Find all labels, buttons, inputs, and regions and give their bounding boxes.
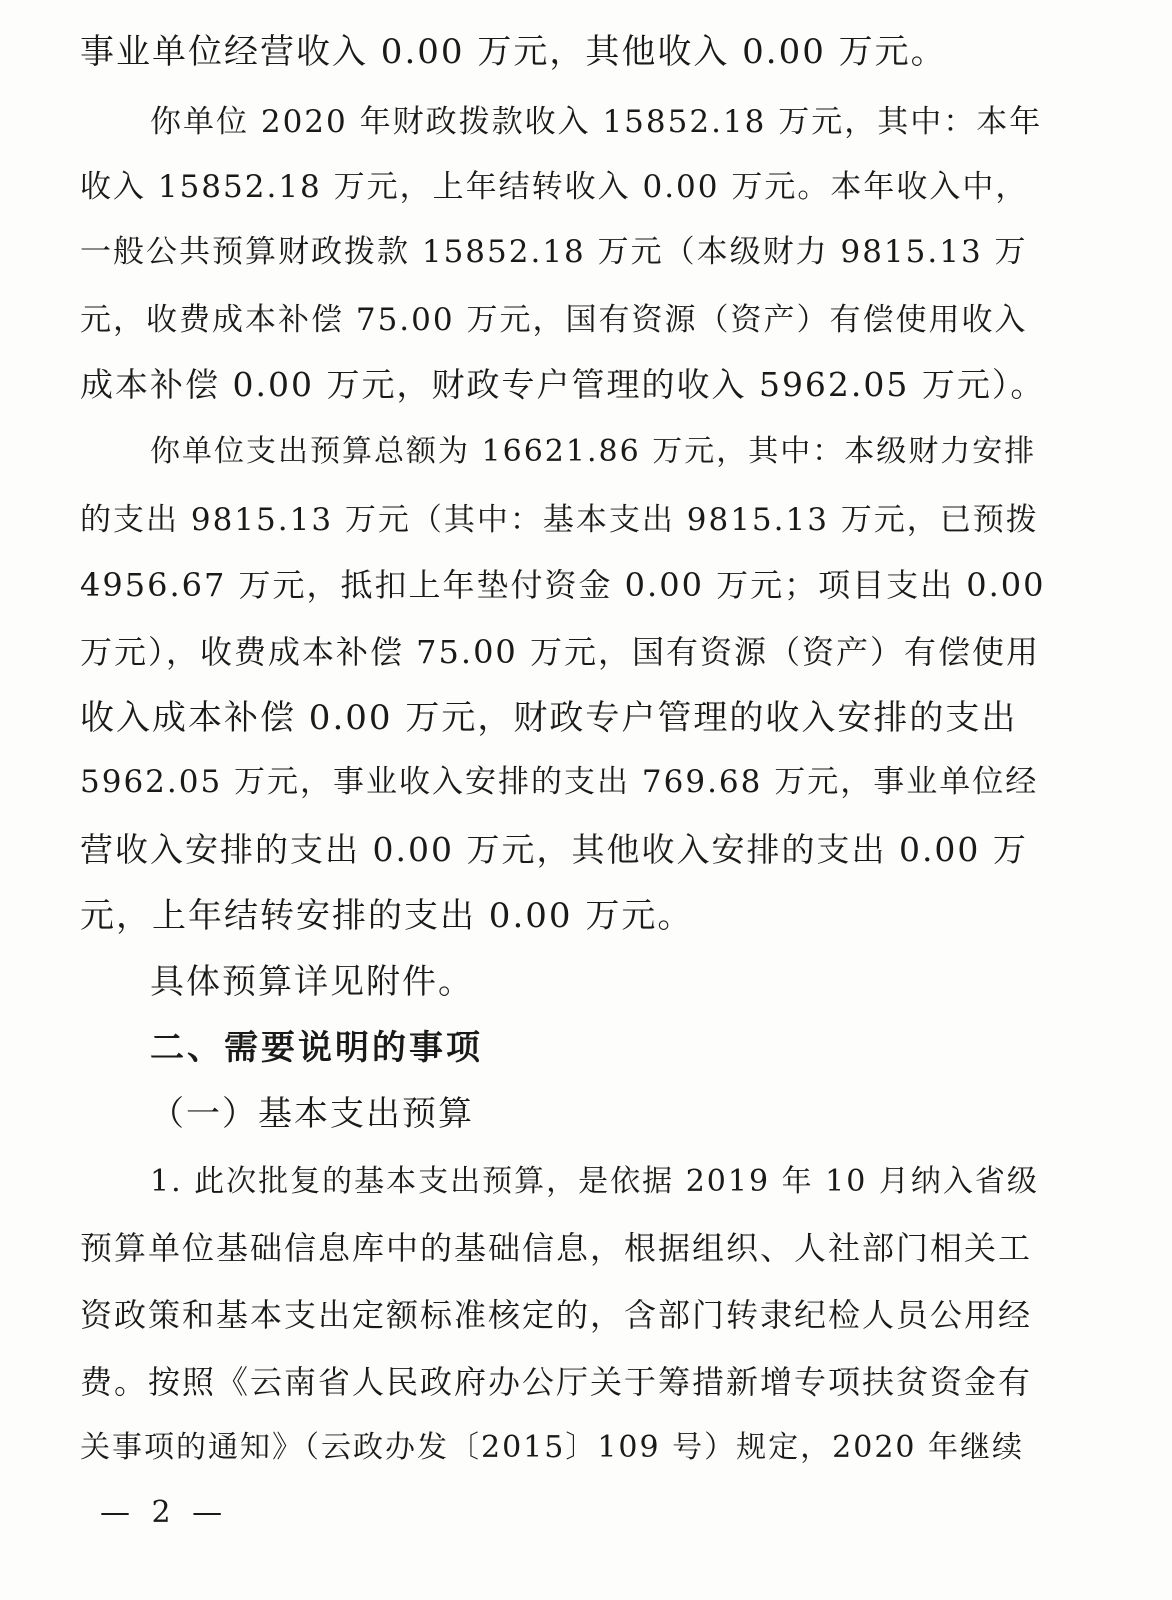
text-line-11: 收入成本补偿 0.00 万元，财政专户管理的收入安排的支出 xyxy=(80,698,1018,738)
text-line-1: 事业单位经营收入 0.00 万元，其他收入 0.00 万元。 xyxy=(80,32,947,72)
text-line-19: 预算单位基础信息库中的基础信息，根据组织、人社部门相关工 xyxy=(80,1229,1033,1267)
text-line-20: 资政策和基本支出定额标准核定的，含部门转隶纪检人员公用经 xyxy=(80,1296,1033,1334)
section-heading: 二、需要说明的事项 xyxy=(150,1028,483,1068)
text-line-4: 一般公共预算财政拨款 15852.18 万元（本级财力 9815.13 万 xyxy=(80,234,1028,270)
text-line-6: 成本补偿 0.00 万元，财政专户管理的收入 5962.05 万元）。 xyxy=(80,365,1046,404)
subsection-heading: （一）基本支出预算 xyxy=(150,1094,474,1134)
text-line-14: 元，上年结转安排的支出 0.00 万元。 xyxy=(80,896,694,936)
text-line-15: 具体预算详见附件。 xyxy=(150,962,474,1002)
text-line-9: 4956.67 万元，抵扣上年垫付资金 0.00 万元；项目支出 0.00 xyxy=(80,566,1046,604)
text-line-13: 营收入安排的支出 0.00 万元，其他收入安排的支出 0.00 万 xyxy=(80,830,1028,869)
text-line-10: 万元），收费成本补偿 75.00 万元，国有资源（资产）有偿使用 xyxy=(80,633,1040,671)
text-line-3: 收入 15852.18 万元，上年结转收入 0.00 万元。本年收入中， xyxy=(80,169,1029,205)
text-line-5: 元，收费成本补偿 75.00 万元，国有资源（资产）有偿使用收入 xyxy=(80,302,1028,338)
text-line-21: 费。按照《云南省人民政府办公厅关于筹措新增专项扶贫资金有 xyxy=(80,1363,1033,1401)
text-line-2: 你单位 2020 年财政拨款收入 15852.18 万元，其中：本年 xyxy=(150,104,1043,140)
text-line-8: 的支出 9815.13 万元（其中：基本支出 9815.13 万元，已预拨 xyxy=(80,502,1039,538)
text-line-22: 关事项的通知》（云政办发〔2015〕109 号）规定，2020 年继续 xyxy=(80,1430,1025,1465)
text-line-12: 5962.05 万元，事业收入安排的支出 769.68 万元，事业单位经 xyxy=(80,764,1039,800)
text-line-7: 你单位支出预算总额为 16621.86 万元，其中：本级财力安排 xyxy=(150,434,1037,469)
page-number: — 2 — xyxy=(100,1495,229,1530)
text-line-18: 1. 此次批复的基本支出预算，是依据 2019 年 10 月纳入省级 xyxy=(150,1164,1039,1199)
